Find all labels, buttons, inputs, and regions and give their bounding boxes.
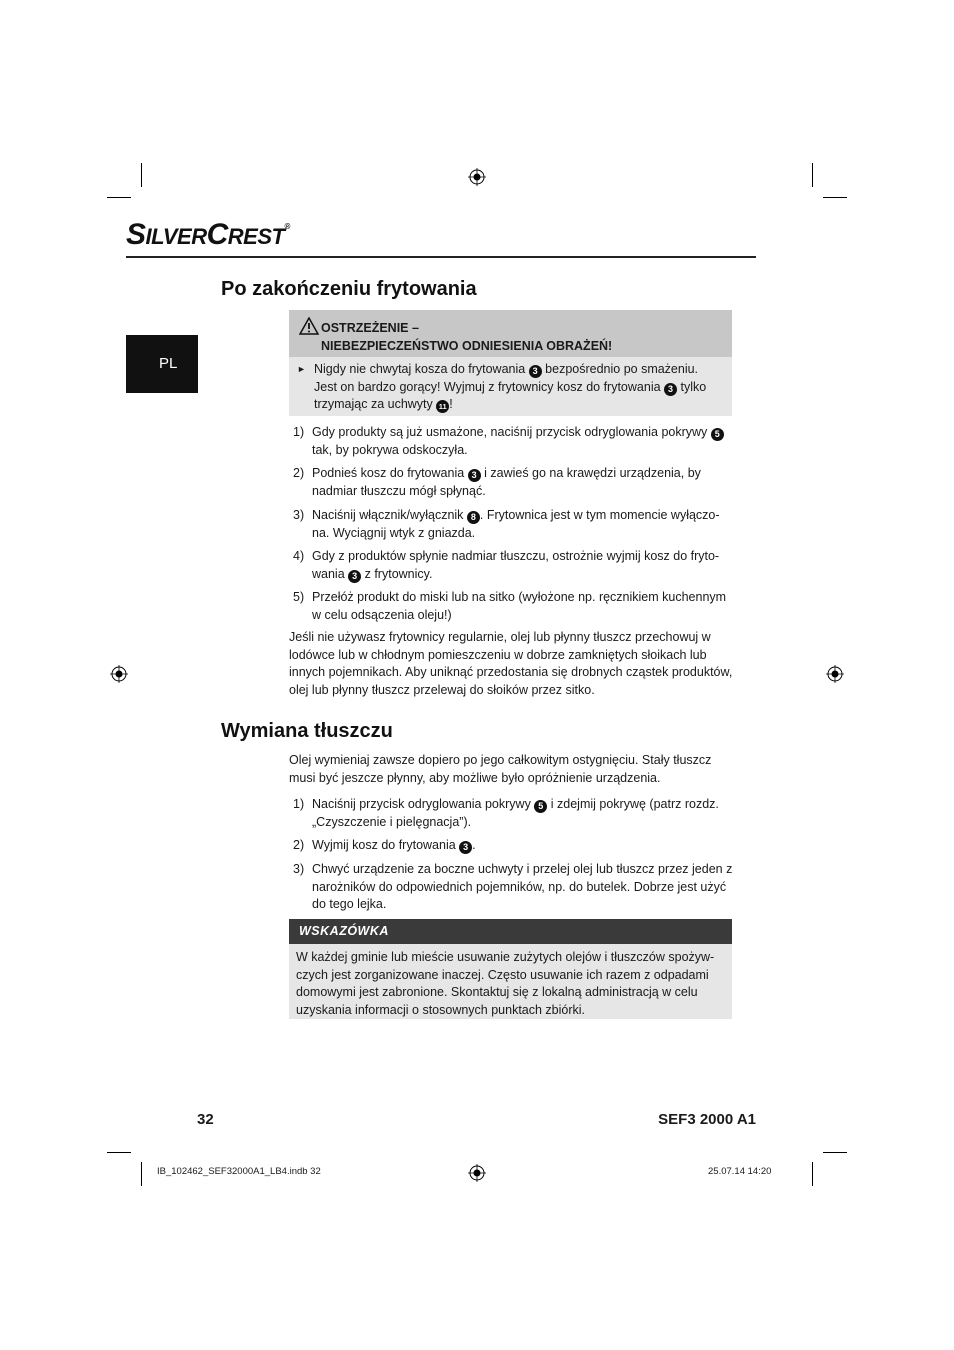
warning-title: OSTRZEŻENIE – NIEBEZPIECZEŃSTWO ODNIESIENIA OBRAŻEŃ! [321,321,613,353]
ref-number: 3 [468,469,481,482]
ref-number: 3 [348,570,361,583]
slug-file: IB_102462_SEF32000A1_LB4.indb 32 [157,1166,321,1177]
registration-mark-icon [468,168,486,186]
hint-content [289,919,732,1019]
hint-text: W każdej gminie lub mieście usuwanie zużytych olejów i tłuszczów spożyw-czych jest zorganizowane inaczej. Często usuwanie ich razem z odpadami domowymi jest zabronione. Skontaktuj się z lokalną administracją w celu uzyskania informacji o stosownych punktach zbiórki. [296,950,715,1017]
section-title: Po zakończeniu frytowania [221,278,477,300]
registration-mark-icon [468,1164,486,1182]
list-item: 5) Przełóż produkt do miski lub na sitko (wyłożone np. ręcznikiem kuchennym w celu odsączenia oleju!) [293,590,727,622]
crop-mark [107,197,131,198]
crop-mark [141,163,142,187]
page-number: 32 [197,1111,214,1128]
warning-text: ► Nigdy nie chwytaj kosza do frytowania 3 bezpośrednio po smażeniu. Jest on bardzo gorący! Wyjmuj z frytownicy kosz do frytowania 3 tylko trzymając za uchwyty 11 ! [297,362,707,411]
ref-number: 5 [711,428,724,441]
list-item: 4) Gdy z produktów spłynie nadmiar tłuszczu, ostrożnie wyjmij kosz do fryto-wania 3 z frytownicy. [293,549,720,581]
list-item: 1) Naciśnij przycisk odryglowania pokrywy 5 i zdejmij pokrywę (patrz rozdz. „Czyszczenie i pielęgnacja”). [293,797,719,829]
paragraph: Jeśli nie używasz frytownicy regularnie, olej lub płynny tłuszcz przechowuj w lodówce lub w chłodnym pomieszczeniu w dobrze zamkniętych słoikach lub innych pojemnikach. Aby uniknąć przedostania się drobnych cząstek produktów, olej lub płynny tłuszcz przelewaj do słoików przez sitko. [289,630,733,697]
registration-mark-icon [826,665,844,683]
model-number: SEF3 2000 A1 [658,1111,756,1128]
warning-header [289,310,732,411]
crop-mark [812,163,813,187]
crop-mark [141,1162,142,1186]
list-item: 3) Naciśnij włącznik/wyłącznik 8 . Frytownica jest w tym momencie wyłączo-na. Wyciągnij wtyk z gniazda. [293,508,720,540]
section-title: Wymiana tłuszczu [221,720,393,742]
ref-number: 11 [436,400,449,413]
registration-mark-icon [110,665,128,683]
list-item: 2) Wyjmij kosz do frytowania 3 . [293,838,476,852]
list-item: 3) Chwyć urządzenie za boczne uchwyty i przelej olej lub tłuszcz przez jeden z narożników do odpowiednich pojemników, np. do butelek. Dobrze jest użyć do tego lejka. [293,862,733,911]
paragraph: Olej wymieniaj zawsze dopiero po jego całkowitym ostygnięciu. Stały tłuszcz musi być jeszcze płynny, aby możliwe było opróżnienie urządzenia. [289,753,712,785]
list-item: 1) Gdy produkty są już usmażone, naciśnij przycisk odryglowania pokrywy 5 tak, by pokrywa odskoczyła. [293,424,733,459]
ref-number: 3 [664,383,677,396]
crop-mark [812,1162,813,1186]
ref-number: 3 [529,365,542,378]
crop-mark [823,197,847,198]
crop-mark [823,1152,847,1153]
hint-title: WSKAZÓWKA [299,924,389,938]
ref-number: 5 [534,800,547,813]
ref-number: 8 [467,511,480,524]
ref-number: 3 [459,841,472,854]
crop-mark [107,1152,131,1153]
language-tab: PL [126,335,198,393]
brand-logo: SILVERCREST® [126,218,290,251]
list-item: 2) Podnieś kosz do frytowania 3 i zawieś go na krawędzi urządzenia, by nadmiar tłuszczu mógł spłynąć. [293,466,701,498]
header-rule [126,256,756,258]
slug-date: 25.07.14 14:20 [708,1166,772,1177]
bullet-arrow-icon: ► [297,364,306,374]
warning-triangle-icon [299,317,319,335]
